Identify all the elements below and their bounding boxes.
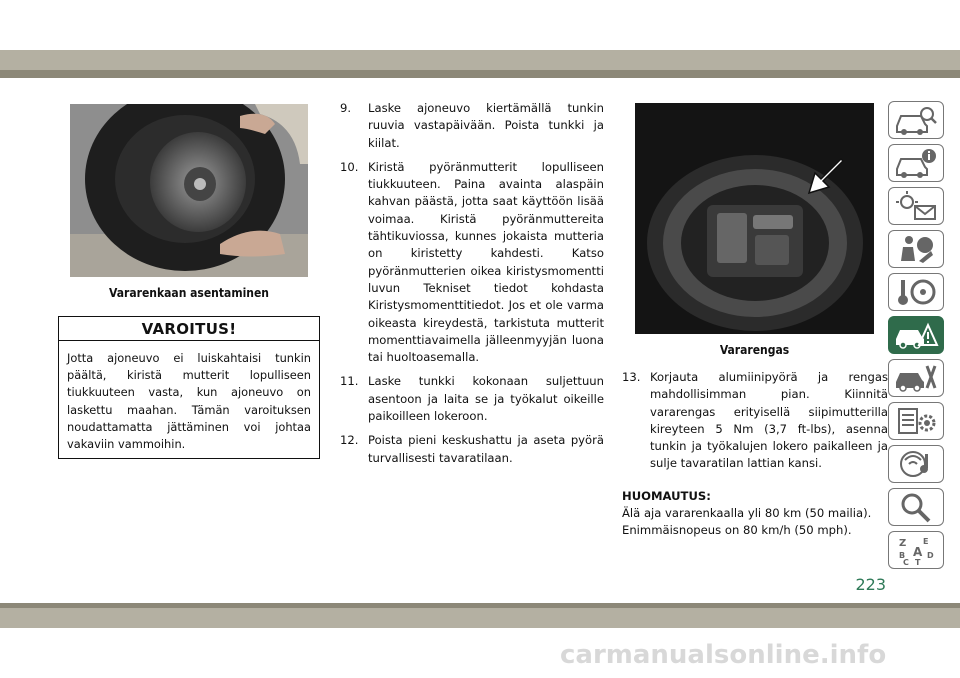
list-item — [622, 369, 888, 473]
tab-car-service[interactable] — [888, 359, 944, 397]
tab-specifications[interactable] — [888, 402, 944, 440]
svg-text:E: E — [923, 537, 929, 546]
tab-warning-lights[interactable] — [888, 187, 944, 225]
warning-title: VAROITUS! — [59, 317, 319, 341]
step-text: Laske ajoneuvo kiertämällä tunkin ruuvia vastapäivään. Poista tunkki ja kiilat. — [368, 101, 604, 150]
step-text: Korjauta alumiinipyörä ja rengas mahdollisimman pian. Kiinnitä vararengas erityisellä siipimutterilla kireyteen 5 Nm (3,7 ft-lbs), asenna tunkin ja työkalujen lokero paikalleen ja sulje tavaratilan lattian kansi. — [650, 370, 888, 471]
warning-box — [58, 316, 320, 459]
airbag-seatbelt-icon — [893, 233, 939, 265]
car-wrench-icon — [893, 362, 939, 394]
tab-index[interactable] — [888, 531, 944, 569]
steps-list-right — [622, 369, 888, 480]
svg-text:C: C — [903, 558, 909, 566]
steering-key-icon — [893, 276, 939, 308]
figure-caption: Vararenkaan asentaminen — [109, 286, 269, 300]
car-breakdown-warning-icon — [893, 319, 939, 351]
step-number: 10. — [340, 159, 359, 174]
list-item — [340, 159, 604, 367]
step-number: 11. — [340, 374, 359, 389]
svg-text:Z: Z — [899, 538, 907, 549]
step-text: Poista pieni keskushattu ja aseta pyörä turvallisesti tavaratilaan. — [368, 433, 604, 465]
list-item — [340, 432, 604, 467]
car-search-icon — [893, 104, 939, 136]
svg-text:B: B — [899, 551, 906, 560]
warning-text: Jotta ajoneuvo ei luiskahtaisi tunkin päältä, kiristä mutterit lopulliseen tiukkuuteen vasta, kun ajoneuvo on laskettu maahan. Tämän varoituksen noudattamatta jättäminen voi johtaa vakaviin vammoihin. — [67, 351, 311, 452]
warning-lights-message-icon — [893, 190, 939, 222]
tab-car-info[interactable] — [888, 144, 944, 182]
tab-steering-key[interactable] — [888, 273, 944, 311]
spare-tire-well-photo — [635, 103, 874, 334]
note-title: HUOMAUTUS: — [622, 489, 711, 503]
specifications-gear-icon — [893, 405, 939, 437]
step-number: 9. — [340, 101, 352, 115]
figure-caption: Vararengas — [719, 343, 790, 357]
tab-breakdown[interactable] — [888, 316, 944, 354]
header-band-shadow — [0, 70, 960, 78]
car-info-icon — [893, 147, 939, 179]
multimedia-icon — [893, 448, 939, 480]
steps-list-middle — [340, 100, 604, 474]
svg-text:A: A — [913, 545, 923, 559]
index-letters-icon — [893, 534, 939, 566]
tab-multimedia[interactable] — [888, 445, 944, 483]
svg-text:T: T — [915, 558, 921, 566]
tab-car-search[interactable] — [888, 101, 944, 139]
step-text: Laske tunkki kokonaan suljettuun asentoon ja laita se ja työkalut oikeille paikoilleen lokeroon. — [368, 374, 604, 424]
list-item — [340, 373, 604, 425]
header-band — [0, 50, 960, 70]
footer-band — [0, 608, 960, 628]
watermark: carmanualsonline.info — [560, 640, 887, 670]
svg-text:D: D — [927, 551, 934, 560]
spare-tire-mounting-photo — [70, 104, 308, 277]
step-number: 12. — [340, 433, 359, 448]
step-number: 13. — [622, 370, 641, 384]
note-text: Älä aja vararenkaalla yli 80 km (50 mailia). Enimmäisnopeus on 80 km/h (50 mph). — [622, 506, 872, 538]
page-number: 223 — [855, 575, 886, 594]
magnifier-icon — [893, 491, 939, 523]
tab-search[interactable] — [888, 488, 944, 526]
step-text: Kiristä pyöränmutterit lopulliseen tiukkuuteen. Paina avainta alaspäin kahvan päästä, jotta saat käyttöön lisää voimaa. Kiristä pyöränmuttereita tähtikuviossa, kunnes jokaista mutteria on kiristetty kahdesti. Katso pyöränmutterien oikea kiristysmomentti luvun Tekniset tiedot kohdasta Kiristysmomenttitiedot. Jos et ole varma oikeasta kireydestä, tarkistuta mutterit momenttiavaimella jälleenmyyjän luona tai huoltoasemalla. — [368, 159, 604, 365]
list-item — [340, 100, 604, 152]
tab-airbag-seatbelt[interactable] — [888, 230, 944, 268]
